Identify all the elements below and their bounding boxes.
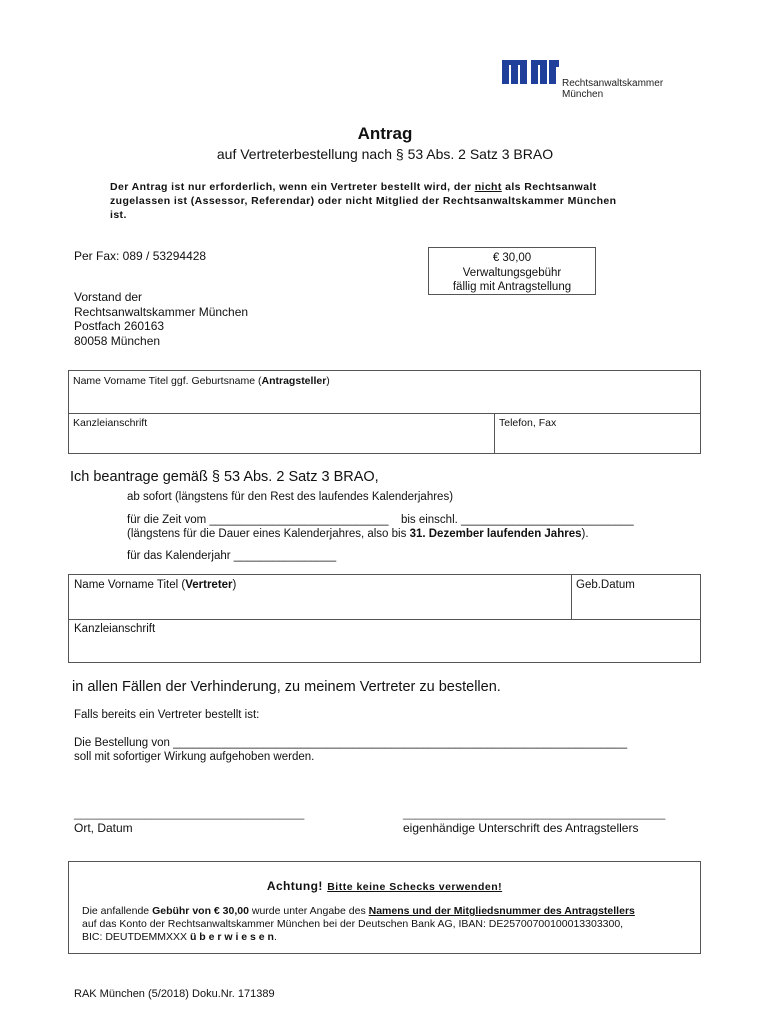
rak-logo-mark-icon (500, 58, 560, 86)
rep-birthdate-field[interactable]: Geb.Datum (576, 579, 635, 591)
intro-text (110, 180, 700, 222)
notice-l1a: Die anfallende (82, 905, 153, 917)
notice-name-member: Namens und der Mitgliedsnummer des Antragstellers (368, 905, 635, 917)
option-period-from[interactable]: für die Zeit vom ____________________________ (127, 514, 389, 526)
fax-number: Per Fax: 089 / 53294428 (74, 249, 207, 263)
address-line: 80058 München (74, 333, 161, 348)
applicant-name-field[interactable] (73, 375, 330, 387)
applicant-name-bold: Antragsteller (261, 375, 327, 387)
applicant-name-suffix: ) (326, 375, 330, 387)
signature-line[interactable]: _________________________________________ (403, 808, 666, 820)
intro-line3: ist. (110, 209, 127, 221)
fee-line3: fällig mit Antragstellung (452, 281, 572, 293)
fee-amount: € 30,00 (492, 252, 532, 264)
revoke-line2: soll mit sofortiger Wirkung aufgehoben werden. (74, 751, 315, 763)
fee-box (428, 247, 596, 295)
option-period[interactable] (127, 514, 634, 526)
notice-heading-underlined: Bitte keine Schecks verwenden! (327, 881, 503, 893)
option-immediately[interactable]: ab sofort (längstens für den Rest des laufendes Kalenderjahres) (127, 491, 454, 503)
applicant-table (68, 370, 701, 454)
rep-office-field[interactable]: Kanzleianschrift (74, 623, 156, 635)
footer-docnumber: RAK München (5/2018) Doku.Nr. 171389 (74, 988, 275, 1000)
notice-l1c: wurde unter Angabe des (248, 905, 369, 917)
option-period-to[interactable]: bis einschl. ___________________________ (400, 514, 634, 526)
signature-label: eigenhändige Unterschrift des Antragstellers (403, 821, 639, 835)
intro-nicht: nicht (474, 181, 502, 193)
page-title: Antrag (357, 124, 413, 143)
logo-line2: München (562, 89, 604, 100)
cases-heading: in allen Fällen der Verhinderung, zu meinem Vertreter zu bestellen. (72, 679, 501, 695)
note-post: ). (581, 528, 589, 540)
recipient-address (74, 290, 248, 348)
page-subtitle: auf Vertreterbestellung nach § 53 Abs. 2 Satz 3 BRAO (216, 146, 554, 162)
option-period-note (127, 528, 589, 540)
notice-box (68, 861, 701, 954)
note-pre: (längstens für die Dauer eines Kalenderjahres, also bis (127, 528, 410, 540)
address-line: Rechtsanwaltskammer München (74, 304, 249, 319)
place-date-label: Ort, Datum (74, 821, 133, 835)
notice-heading (69, 877, 700, 895)
intro-part1: Der Antrag ist nur erforderlich, wenn ein Vertreter bestellt wird, der (110, 181, 475, 193)
applicant-phone-field[interactable]: Telefon, Fax (499, 417, 557, 429)
note-bold: 31. Dezember laufenden Jahres (409, 528, 582, 540)
notice-body (82, 905, 635, 944)
representative-table (68, 574, 701, 663)
option-calendar-year[interactable]: für das Kalenderjahr ________________ (127, 550, 337, 562)
address-line: Postfach 260163 (74, 319, 165, 333)
notice-fee: Gebühr von € 30,00 (152, 905, 249, 917)
notice-transfer: ü b e r w i e s e n (189, 931, 274, 943)
intro-line2: zugelassen ist (Assessor, Referendar) oder nicht Mitglied der Rechtsanwaltskammer München (110, 195, 617, 207)
address-line: Vorstand der (74, 290, 143, 304)
request-heading: Ich beantrage gemäß § 53 Abs. 2 Satz 3 BRAO, (70, 469, 379, 485)
revoke-line[interactable]: Die Bestellung von _______________________________________________________________________ (74, 737, 628, 749)
applicant-office-field[interactable]: Kanzleianschrift (73, 417, 148, 429)
rep-name-bold: Vertreter (185, 579, 233, 591)
existing-rep-text: Falls bereits ein Vertreter bestellt ist: (74, 709, 260, 721)
rep-name-suffix: ) (232, 579, 237, 591)
notice-bank: auf das Konto der Rechtsanwaltskammer München bei der Deutschen Bank AG, IBAN: DE25700700100013303300, (82, 918, 624, 930)
applicant-name-label: Name Vorname Titel ggf. Geburtsname ( (73, 375, 262, 387)
notice-heading-main: Achtung! (266, 879, 323, 893)
fee-line2: Verwaltungsgebühr (462, 266, 562, 279)
notice-period: . (273, 931, 277, 943)
rep-name-field[interactable] (74, 579, 236, 591)
rak-logo (500, 58, 680, 98)
place-date-line[interactable]: ____________________________________ (74, 808, 305, 820)
intro-part2: als Rechtsanwalt (501, 181, 597, 193)
rep-name-label: Name Vorname Titel ( (74, 579, 186, 591)
logo-line1: Rechtsanwaltskammer (562, 78, 664, 89)
notice-bic: BIC: DEUTDEMMXXX (82, 931, 190, 943)
